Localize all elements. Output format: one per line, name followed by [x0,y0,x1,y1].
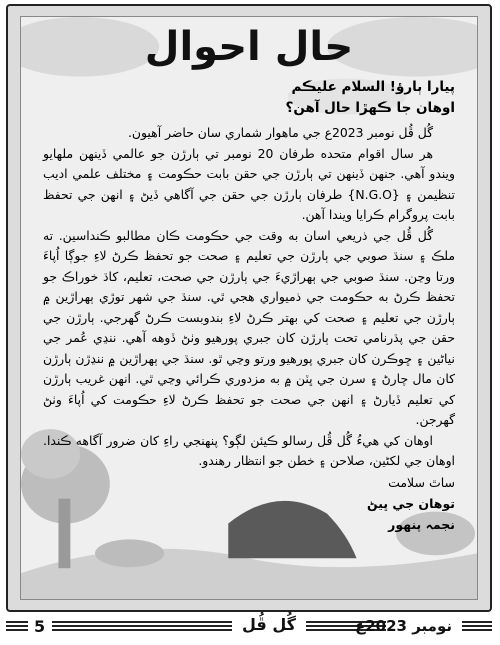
page-title: حال احوال [144,24,354,70]
page-frame [6,4,492,612]
paragraph-3: گُل ڦُل جي ذريعي اسان به وقت جي حڪومت ڪان مطالبو ڪنداسين. ته ملڪ ۽ سنڌ صوبي جي ٻارڙن جي تعليم ۽ صحت جو تحفظ ڪرڻ لاءِ جوڳا اُپاءَ ورتا وڃن. سنڌ صوبي جي ٻهراڙيءَ جي ٻارڙن جي صحت، تعليم، کاڌ خوراڪ جو تحفظ ڪرڻ به حڪومت جي ذميواري هجي ٿي. سنڌ جي شهر توڙي ٻهراڙين ۾ ٻارڙن جي تعليم ۽ صحت کي بهتر ڪرڻ لاءِ بندوبست ڪرڻ گهرجي. ٻارڙن جي حقن جي پڌرنامي تحت ٻارڙن کان جبري پورهيو وٺڻ ڏوهه آهي. ننڍي عُمر جي نياڻين ۽ ڇوڪرن کان جبري پورهيو ورتو وڃي ٿو. سنڌ جي ٻهراڙين ۾ ننڍڙن ٻارڙن کان مال چارڻ ۽ سرن جي ڀٽن ۾ به مزدوري ڪرائي وڃي ٿي. انهن غريب ٻارڙن کي تعليم ڏيارڻ ۽ انهن جي صحت جو تحفظ ڪرڻ لاءِ حڪومت کي اُپاءَ وٺڻ گهرجن. [43,227,455,427]
paragraph-4: اوهان کي هيءُ گُل ڦُل رسالو ڪيئن لڳو؟ پنهنجي راءِ کان ضرور آگاهه ڪندا. اوهان جي لکڻين، صلاحن ۽ خطن جو انتظار رهندو. [43,432,455,468]
greeting-line-1: پيارا ٻارؤ! السلام عليڪم [291,79,455,95]
greeting-line-2: اوهان جا ڪهڙا حال آهن؟ [285,100,455,116]
author-name: نجمہ پنهور [388,516,455,532]
page-number: 5 [34,617,46,636]
magazine-name: گُل ڦُل [242,615,296,634]
paragraph-1: گُل ڦُل نومبر 2023ع جي ماهوار شماري سان حاضر آهيون. [127,125,433,140]
footer-rule-right [462,621,492,633]
footer-rule-center-left [52,621,232,633]
footer-rule-left [6,621,28,633]
page-footer [6,617,492,641]
issue-date: نومبر 2023ع [355,617,452,635]
article-body [43,77,455,535]
page-inner [20,16,478,600]
title-banner [61,19,437,75]
paragraph-2: هر سال اقوام متحده طرفان 20 نومبر تي ٻارڙن جو عالمي ڏينهن ملهايو ويندو آهي. جنهن ڏينهن تي ٻارڙن جي حقن بابت حڪومت ۽ مختلف علمي اديب تنظيمن ۽ {N.G.O} طرفان ٻارڙن جي حقن جي آگاهي ڏيڻ ۽ انهن جي تحفظ بابت پروگرام ڪرايا ويندا آهن. [43,145,455,222]
sign-off-2: توهان جي ڀيڻ [367,495,455,511]
sign-off-1: ساٿ سلامت [388,474,455,490]
